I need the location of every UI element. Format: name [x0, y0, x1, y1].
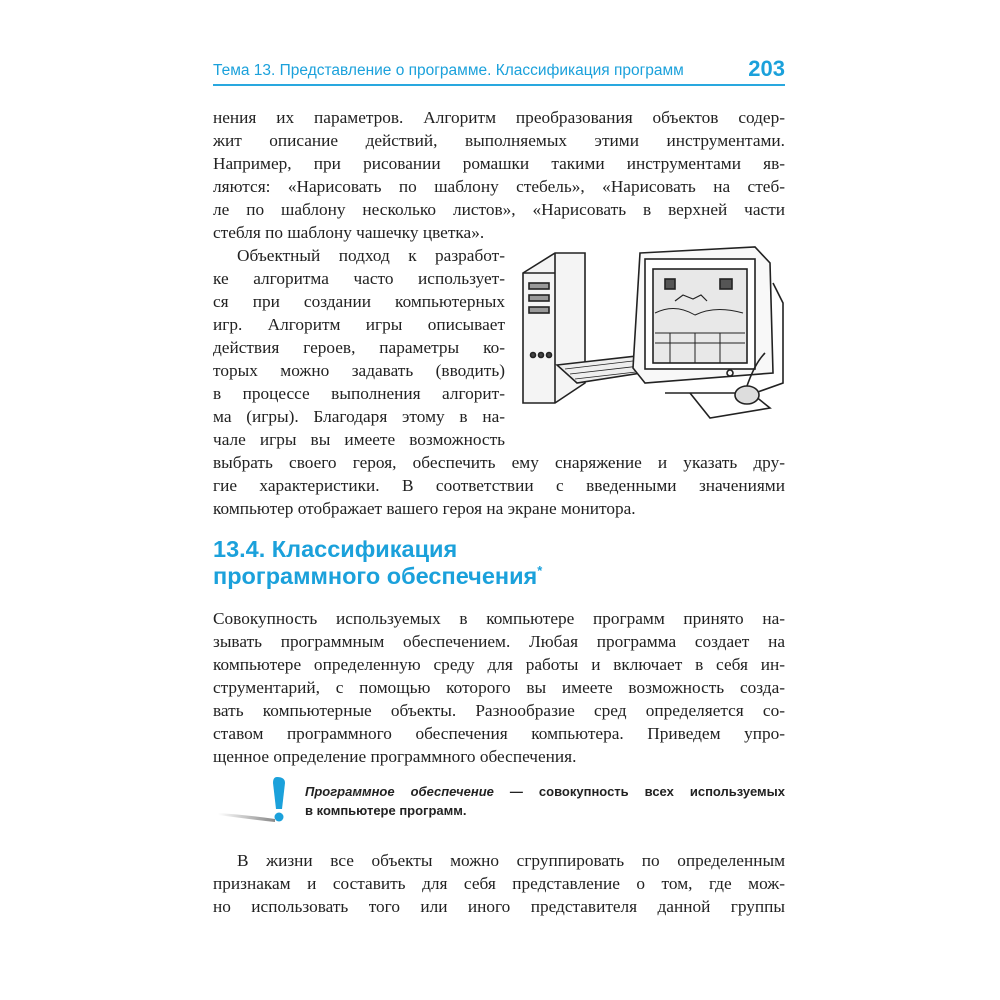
text-line: игр. Алгоритм игры описывает: [213, 315, 505, 334]
definition-term: Программное обеспечение: [305, 784, 494, 799]
text-line: щенное определение программного обеспечения.: [213, 747, 577, 766]
text-line: но использовать того или иного представителя данной группы: [213, 897, 785, 916]
text-line: в процессе выполнения алгорит-: [213, 384, 505, 403]
page-number: 203: [748, 56, 785, 81]
text-line: чале игры вы имеете возможность: [213, 430, 505, 449]
definition-line-2: в компьютере программ.: [305, 803, 467, 818]
section-heading-line-2: программного обеспечения: [213, 563, 538, 589]
text-line: стебля по шаблону чашечку цветка».: [213, 223, 485, 242]
text-line: гие характеристики. В соответствии с введенными значениями: [213, 476, 785, 495]
text-line: ляются: «Нарисовать по шаблону стебель», «Нарисовать на стеб-: [213, 177, 785, 196]
text-line: ма (игры). Благодаря этому в на-: [213, 407, 505, 426]
definition-text: — совокупность всех используемых: [493, 784, 786, 799]
text-line: вать компьютерные объекты. Разнообразие сред определяется со-: [213, 701, 785, 720]
exclamation-icon: [213, 775, 293, 825]
text-line: признакам и составить для себя представление о том, где мож-: [213, 874, 785, 893]
section-heading: [213, 536, 542, 590]
text-line: струментарий, с помощью которого вы имеете возможность созда-: [213, 678, 785, 697]
text-line: Объектный подход к разработ-: [237, 246, 505, 265]
text-line: компьютере определенную среду для работы и включает в себя ин-: [213, 655, 785, 674]
definition-line-1: [305, 782, 785, 801]
text-line: жит описание действий, выполняемых этими инструментами.: [213, 131, 785, 150]
text-line: ся при создании компьютерных: [213, 292, 505, 311]
computer-illustration: [515, 243, 787, 425]
footnote-mark: *: [537, 563, 543, 579]
text-line: ле по шаблону несколько листов», «Нарисовать в верхней части: [213, 200, 785, 219]
text-line: зывать программным обеспечением. Любая программа создает на: [213, 632, 785, 651]
text-line: В жизни все объекты можно сгруппировать по определенным: [237, 851, 785, 870]
text-line: действия героев, параметры ко-: [213, 338, 505, 357]
text-line: Совокупность используемых в компьютере программ принято на-: [213, 609, 785, 628]
header-title: Тема 13. Представление о программе. Классификация программ: [213, 62, 684, 79]
text-line: торых можно задавать (вводить): [213, 361, 505, 380]
text-line: ке алгоритма часто использует-: [213, 269, 505, 288]
text-line: компьютер отображает вашего героя на экране монитора.: [213, 499, 636, 518]
text-line: выбрать своего героя, обеспечить ему снаряжение и указать дру-: [213, 453, 785, 472]
section-heading-line-1: 13.4. Классификация: [213, 536, 458, 562]
section-heading-line-2-wrap: [213, 563, 542, 590]
text-line: нения их параметров. Алгоритм преобразования объектов содер-: [213, 108, 785, 127]
text-line: ставом программного обеспечения компьютера. Приведем упро-: [213, 724, 785, 743]
text-line: Например, при рисовании ромашки такими инструментами яв-: [213, 154, 785, 173]
running-header: [213, 58, 785, 86]
